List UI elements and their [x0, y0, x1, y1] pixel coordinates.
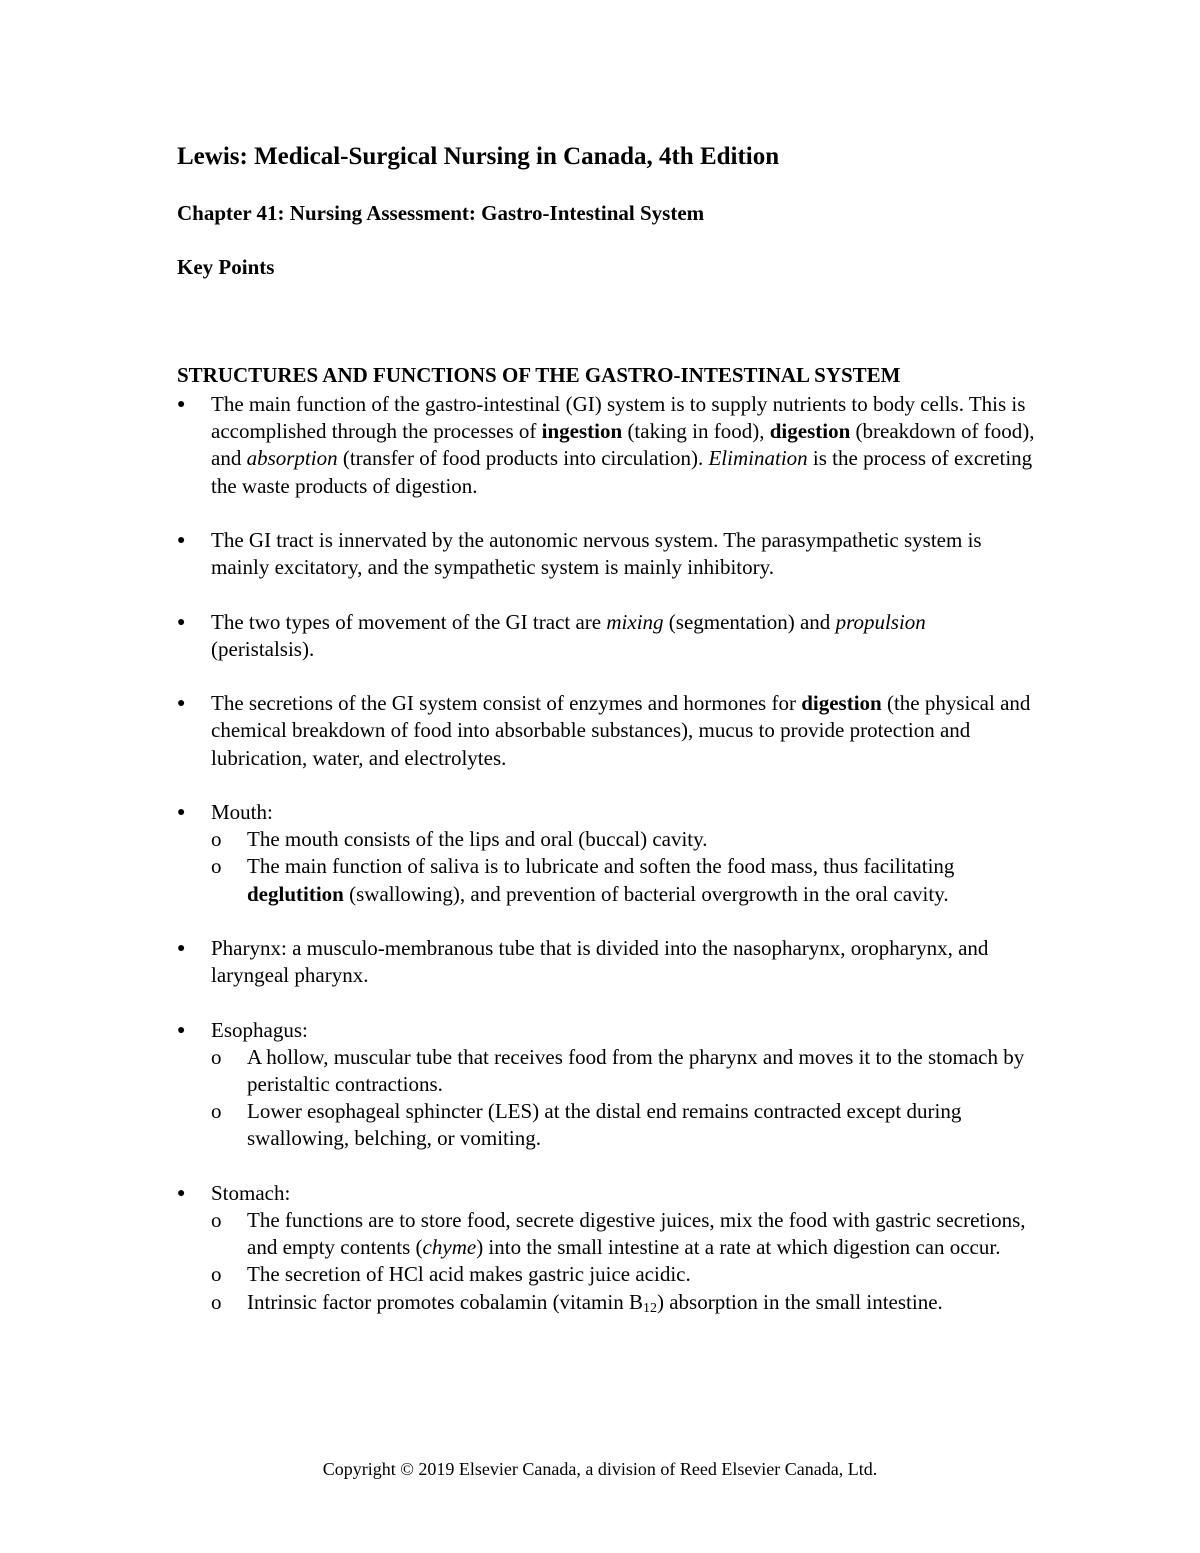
sub-list: [211, 1207, 1037, 1322]
sub-list-item: o The functions are to store food, secrete digestive juices, mix the food with gastric secretions, and empty contents (chyme) into the small intestine at a rate at which digestion can occur.: [211, 1207, 1026, 1260]
list-item: [177, 1180, 1037, 1322]
subscript: 12: [642, 1300, 657, 1316]
term-digestion: digestion: [801, 691, 882, 716]
sub-marker: o: [211, 827, 222, 852]
list-item: [177, 609, 1037, 663]
bullet-marker: ●: [177, 614, 186, 630]
list-item: [177, 690, 1037, 772]
sub-list-item: o Intrinsic factor promotes cobalamin (vitamin $B_{12}$) absorption in the small intestine.: [211, 1289, 943, 1316]
item-text: The secretions of the GI system consist of enzymes and hormones for digestion (the physical and chemical breakdown of food into absorbable substances), mucus to provide protection and lubrication, water, and electrolytes.: [211, 691, 1031, 770]
term-absorption: absorption: [246, 446, 338, 471]
term-deglutition: deglutition: [247, 881, 344, 906]
bullet-marker: ●: [177, 1022, 186, 1038]
item-label: Stomach:: [211, 1180, 291, 1205]
item-label: Esophagus:: [211, 1017, 308, 1042]
bullet-marker: ●: [177, 1185, 186, 1201]
bullet-marker: ●: [177, 533, 186, 548]
sub-list: [211, 1044, 1037, 1153]
sub-list-item: o Lower esophageal sphincter (LES) at the distal end remains contracted except during swallowing, belching, or vomiting.: [211, 1099, 962, 1151]
bullet-marker: ●: [177, 804, 186, 820]
item-text: The GI tract is innervated by the autonomic nervous system. The parasympathetic system is mainly excitatory, and the sympathetic system is mainly inhibitory.: [211, 528, 982, 580]
term-digestion: digestion: [769, 419, 851, 444]
list-item: [177, 391, 1037, 500]
list-item: [177, 1017, 1037, 1153]
item-text: The two types of movement of the GI tract are mixing (segmentation) and propulsion (peristalsis).: [211, 609, 926, 661]
chapter-title: Chapter 41: Nursing Assessment: Gastro-Intestinal System: [177, 201, 705, 225]
sub-list-item: o A hollow, muscular tube that receives food from the pharynx and moves it to the stomach by peristaltic contractions.: [211, 1044, 1025, 1096]
sub-marker: o: [211, 1099, 222, 1124]
document-title: Lewis: Medical-Surgical Nursing in Canada, 4th Edition: [177, 143, 780, 170]
list-item: [177, 799, 1037, 908]
sub-list-item: o The mouth consists of the lips and oral (buccal) cavity.: [211, 826, 1037, 853]
term-ingestion: ingestion: [541, 419, 623, 444]
bullet-marker: ●: [177, 696, 186, 712]
item-label: Mouth:: [211, 799, 273, 824]
sub-list-item: o The secretion of HCl acid makes gastric juice acidic.: [211, 1261, 1037, 1288]
term-elimination: Elimination: [708, 446, 808, 471]
section-heading: STRUCTURES AND FUNCTIONS OF THE GASTRO-INTESTINAL SYSTEM: [177, 363, 901, 387]
sub-marker: o: [211, 1207, 222, 1232]
sub-list-item: o The main function of saliva is to lubricate and soften the food mass, thus facilitating deglutition (swallowing), and prevention of bacterial overgrowth in the oral cavity.: [211, 854, 955, 906]
sub-marker: o: [211, 1262, 222, 1287]
key-points-list: [177, 391, 1037, 1322]
copyright-footer: Copyright © 2019 Elsevier Canada, a division of Reed Elsevier Canada, Ltd.: [322, 1459, 878, 1479]
key-points-heading: Key Points: [177, 255, 275, 279]
list-item: [177, 527, 1037, 581]
sub-marker: o: [211, 1044, 222, 1069]
sub-marker: o: [211, 854, 222, 879]
term-propulsion: propulsion: [835, 609, 926, 634]
item-text: Pharynx: a musculo-membranous tube that is divided into the nasopharynx, oropharynx, and laryngeal pharynx.: [211, 935, 989, 988]
bullet-marker: ●: [177, 940, 186, 956]
bullet-marker: ●: [177, 397, 186, 412]
list-item: [177, 935, 1037, 989]
sub-marker: o: [211, 1289, 222, 1314]
term-chyme: chyme: [422, 1235, 477, 1260]
item-text: The main function of the gastro-intestinal (GI) system is to supply nutrients to body cells. This is accomplished through the processes of ingestion (taking in food), digestion (breakdown of food), and absorption (transfer of food products into circulation). Elimination is the process of excreting the waste products of digestion.: [211, 392, 1035, 498]
sub-list: [211, 826, 1037, 908]
term-mixing: mixing: [606, 609, 664, 634]
